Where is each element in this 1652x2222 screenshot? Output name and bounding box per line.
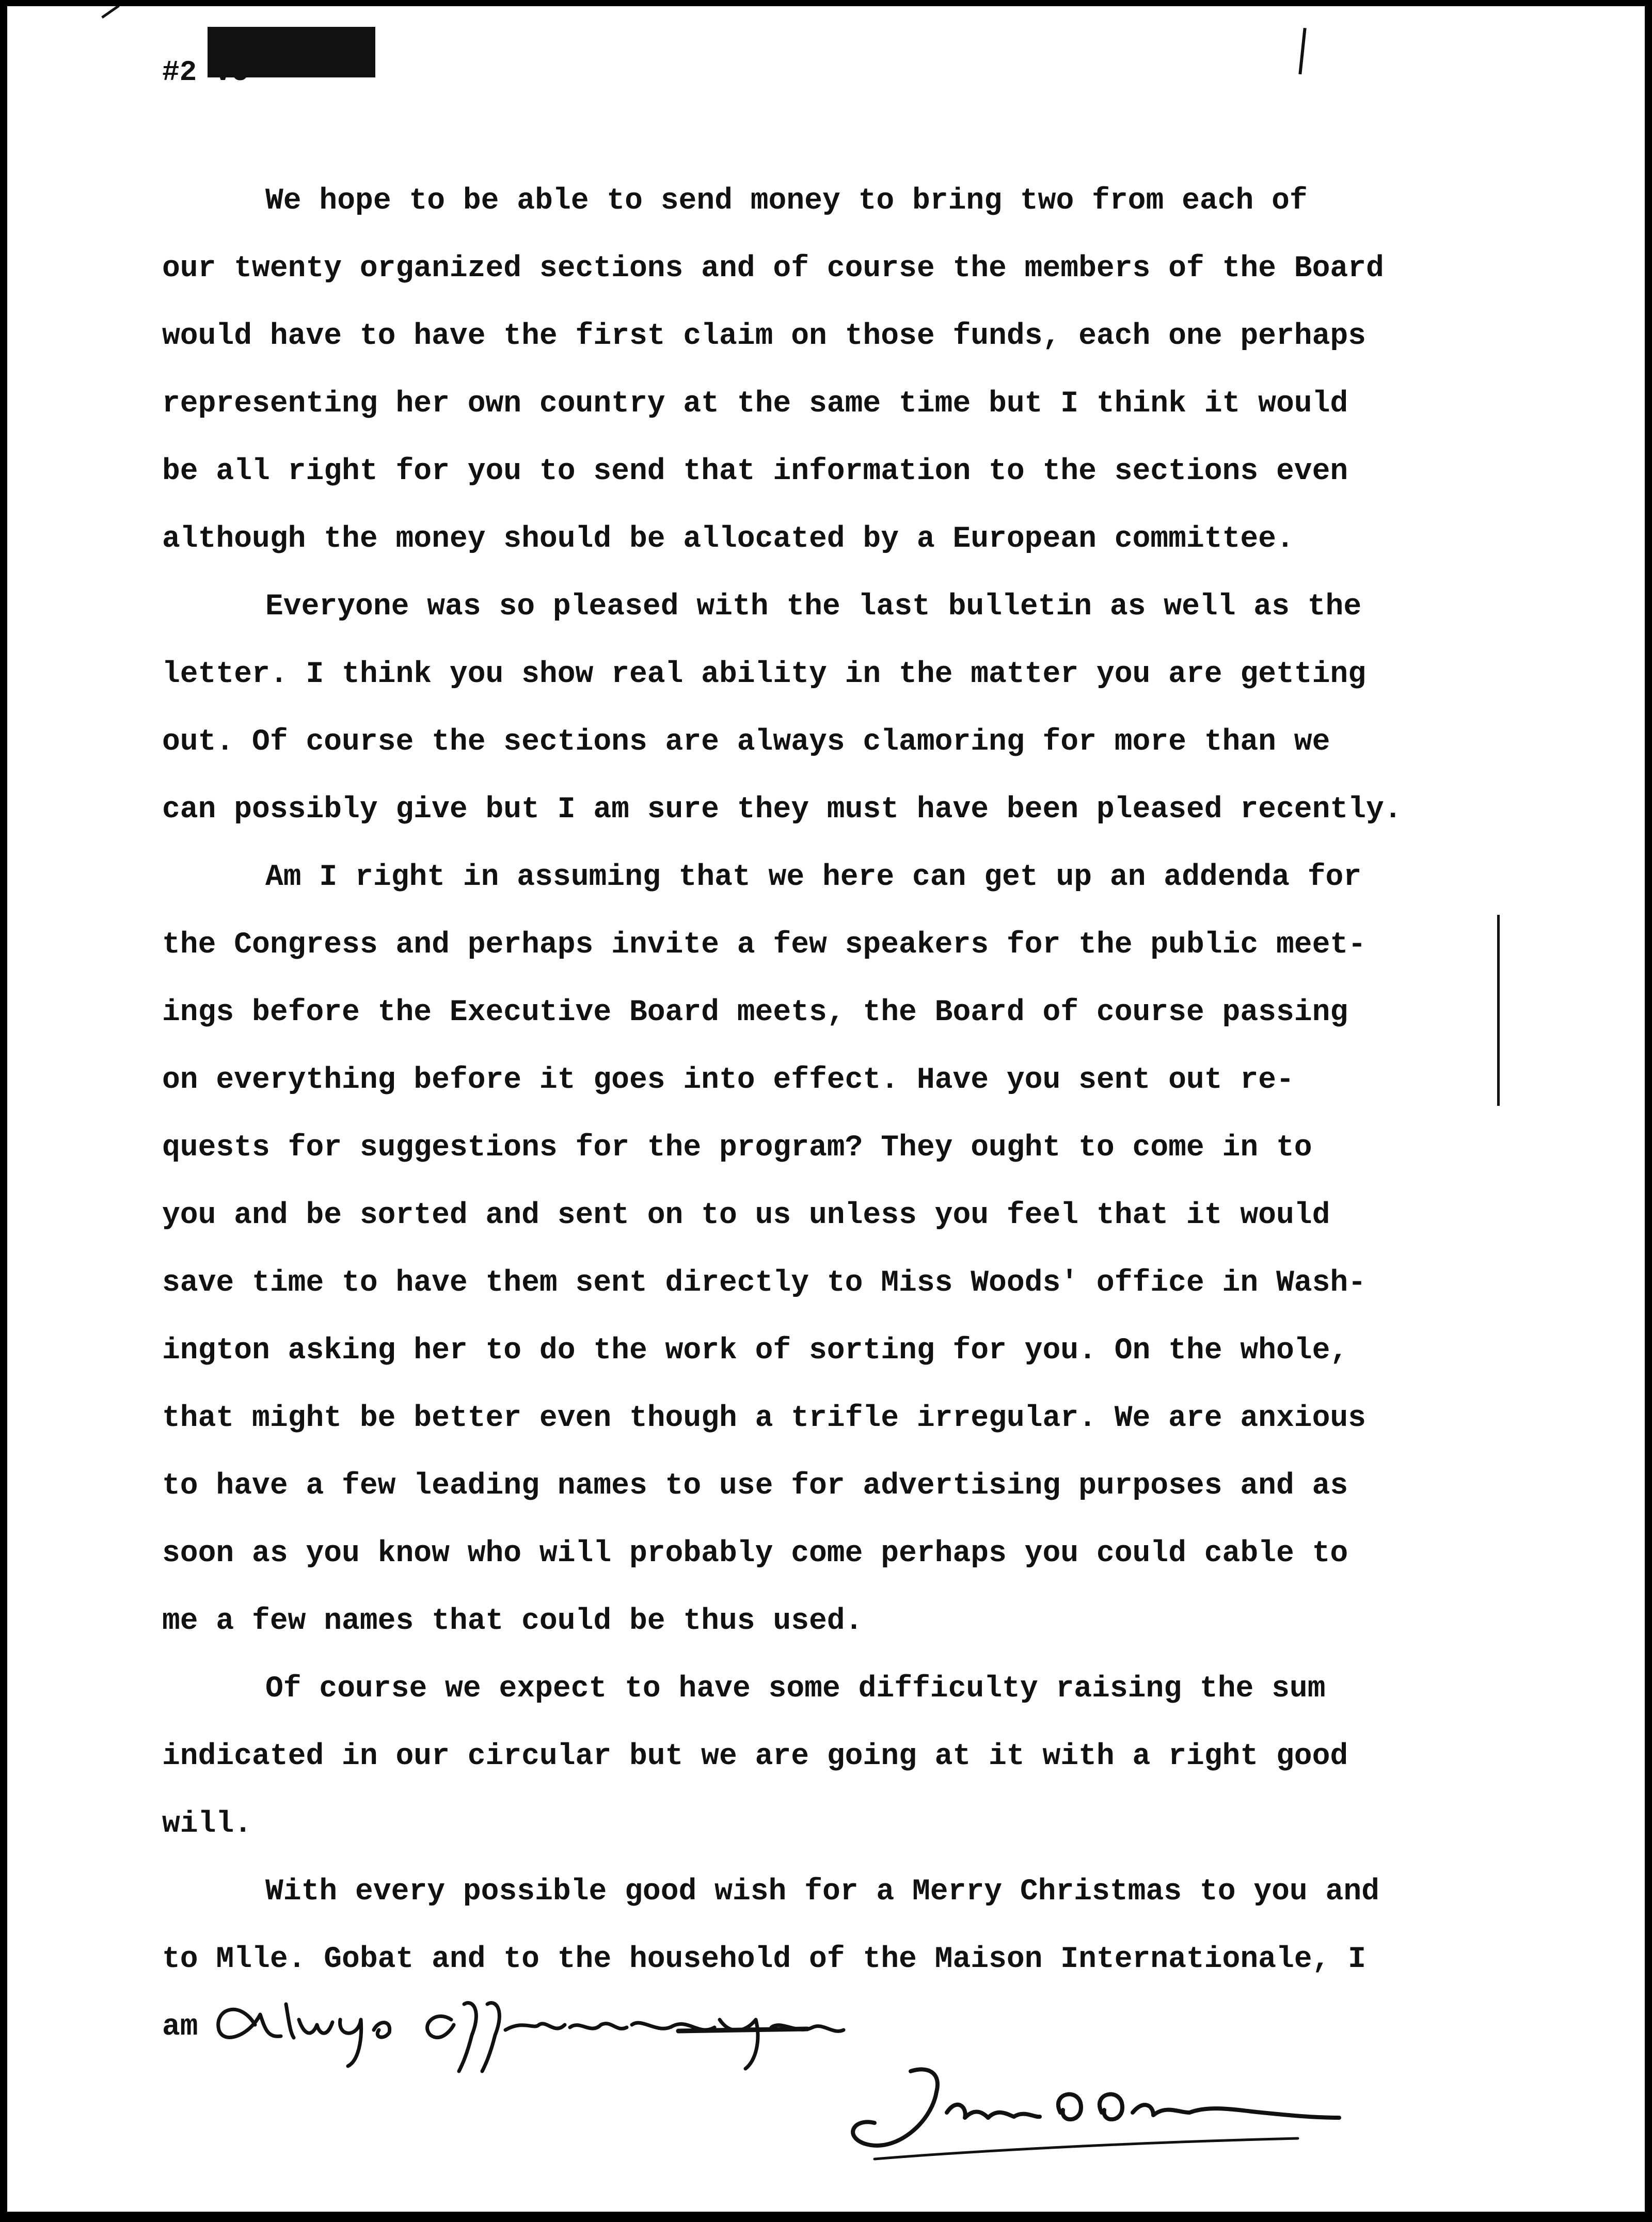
paragraph: [162, 573, 1515, 844]
paragraph: [162, 167, 1515, 573]
handwritten-signature: [162, 1989, 1515, 2205]
text-line: out. Of course the sections are always clamoring for more than we: [162, 725, 1330, 759]
text-line: Everyone was so pleased with the last bulletin as well as the: [265, 590, 1362, 624]
letter-body: [162, 167, 1515, 2061]
text-line: ings before the Executive Board meets, the Board of course passing: [162, 996, 1348, 1029]
text-line: that might be better even though a trifle irregular. We are anxious: [162, 1402, 1366, 1435]
letter-page: [7, 6, 1645, 2212]
text-line: the Congress and perhaps invite a few speakers for the public meet-: [162, 928, 1366, 962]
text-line: although the money should be allocated by a European committee.: [162, 522, 1294, 556]
text-line: soon as you know who will probably come perhaps you could cable to: [162, 1537, 1348, 1570]
text-line: our twenty organized sections and of course the members of the Board: [162, 252, 1384, 285]
text-line: can possibly give but I am sure they must have been pleased recently.: [162, 793, 1402, 827]
text-line: on everything before it goes into effect. Have you sent out re-: [162, 1064, 1294, 1097]
handwritten-name: [853, 2069, 1339, 2159]
text-line: indicated in our circular but we are going at it with a right good: [162, 1740, 1348, 1773]
paragraph: [162, 844, 1515, 1655]
text-line: ington asking her to do the work of sorting for you. On the whole,: [162, 1334, 1348, 1368]
handwritten-closing: [218, 2003, 844, 2072]
text-line: representing her own country at the same time but I think it would: [162, 387, 1348, 421]
text-line: Of course we expect to have some difficulty raising the sum: [265, 1672, 1326, 1706]
text-line: me a few names that could be thus used.: [162, 1605, 863, 1638]
text-line: am: [162, 2010, 198, 2044]
text-line: will.: [162, 1807, 252, 1841]
text-line: We hope to be able to send money to bring two from each of: [265, 184, 1308, 218]
paragraph: [162, 1655, 1515, 1858]
text-line: to Mlle. Gobat and to the household of the Maison Internationale, I: [162, 1943, 1366, 1976]
page-number: #2 VO: [162, 56, 249, 89]
text-line: save time to have them sent directly to Miss Woods' office in Wash-: [162, 1266, 1366, 1300]
tick-mark: [1298, 28, 1306, 74]
stray-mark: [101, 6, 120, 19]
text-line: you and be sorted and sent on to us unless you feel that it would: [162, 1199, 1330, 1232]
text-line: be all right for you to send that information to the sections even: [162, 455, 1348, 488]
text-line: letter. I think you show real ability in the matter you are getting: [162, 658, 1366, 691]
text-line: would have to have the first claim on those funds, each one perhaps: [162, 320, 1366, 353]
text-line: Am I right in assuming that we here can get up an addenda for: [265, 861, 1362, 894]
text-line: With every possible good wish for a Merry Christmas to you and: [265, 1875, 1379, 1909]
text-line: to have a few leading names to use for advertising purposes and as: [162, 1469, 1348, 1503]
text-line: quests for suggestions for the program? They ought to come in to: [162, 1131, 1312, 1165]
